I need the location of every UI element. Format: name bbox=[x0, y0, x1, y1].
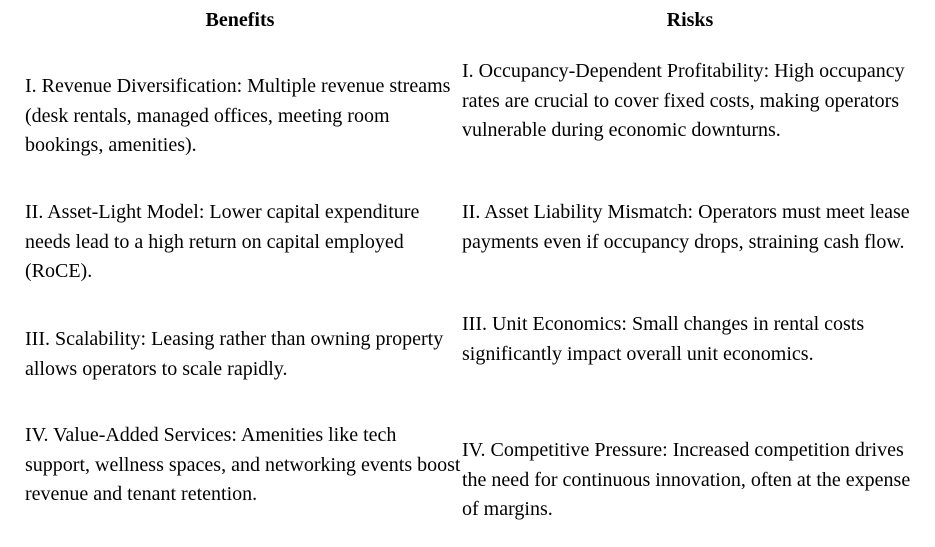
benefit-item-1: I. Revenue Diversification: Multiple revenue streams (desk rentals, managed offices, meeting room bookings, amenities). bbox=[25, 75, 451, 156]
benefits-header: Benefits bbox=[205, 9, 275, 31]
risks-header: Risks bbox=[666, 9, 714, 31]
risk-item-3: III. Unit Economics: Small changes in rental costs significantly impact overall unit economics. bbox=[462, 313, 865, 365]
risk-item-4: IV. Competitive Pressure: Increased competition drives the need for continuous innovation, often at the expense of margins. bbox=[462, 439, 911, 520]
benefit-item-3: III. Scalability: Leasing rather than owning property allows operators to scale rapidly. bbox=[25, 328, 444, 380]
risk-item-1: I. Occupancy-Dependent Profitability: High occupancy rates are crucial to cover fixed costs, making operators vulnerable during economic downturns. bbox=[462, 60, 905, 141]
benefit-item-4: IV. Value-Added Services: Amenities like tech support, wellness spaces, and networking events boost revenue and tenant retention. bbox=[25, 424, 461, 505]
benefit-item-2: II. Asset-Light Model: Lower capital expenditure needs lead to a high return on capital employed (RoCE). bbox=[25, 201, 420, 282]
risk-item-2: II. Asset Liability Mismatch: Operators must meet lease payments even if occupancy drops, straining cash flow. bbox=[462, 201, 910, 253]
